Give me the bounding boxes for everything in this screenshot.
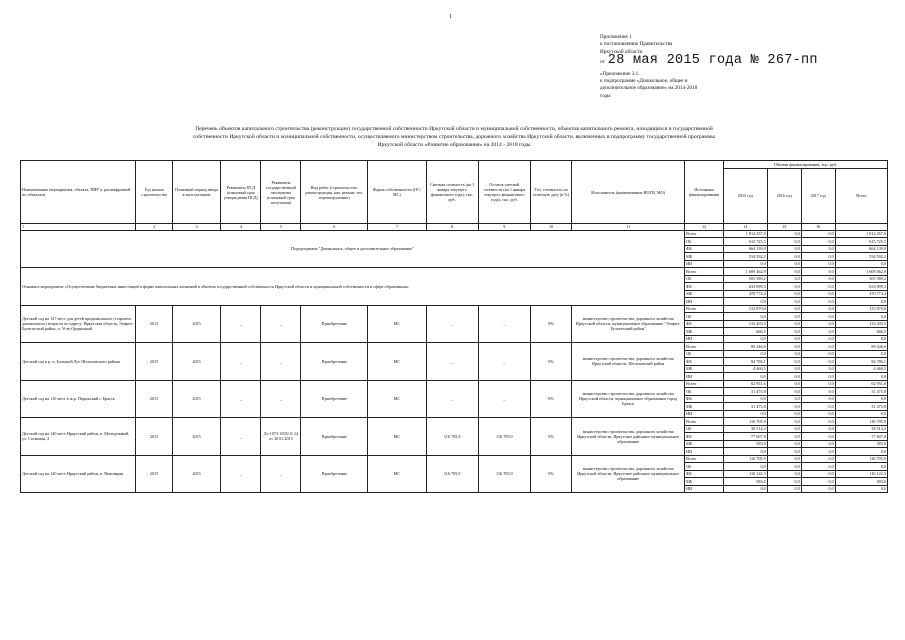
- value-cell: 0,0: [835, 335, 887, 343]
- expertise-cell: _: [261, 380, 301, 418]
- start-year: 2015: [136, 343, 172, 381]
- value-cell: 0,0: [767, 245, 801, 253]
- psd-cell: _: [221, 455, 261, 493]
- value-cell: 534 592,2: [835, 253, 887, 261]
- value-cell: 0,0: [723, 313, 767, 321]
- main-event-row: [21, 268, 888, 276]
- approval-line: к постановлению Правительства: [600, 41, 673, 48]
- value-cell: 0,0: [801, 305, 835, 313]
- object-name: Детский сад на 147 мест для детей предшкольного (старшего дошкольного) возраста по адресу: Иркутская область, Эхирит-Булагатский район, п. Усть-Ордынский: [21, 305, 136, 343]
- column-number: 8: [426, 224, 478, 231]
- work-type: Приобретение: [301, 305, 368, 343]
- value-cell: 0,0: [801, 238, 835, 246]
- column-number: 6: [301, 224, 368, 231]
- value-cell: 0,0: [767, 388, 801, 396]
- value-cell: 0,0: [801, 245, 835, 253]
- value-cell: 0,0: [723, 335, 767, 343]
- source-cell: ФБ: [685, 433, 724, 441]
- source-cell: МБ: [685, 440, 724, 448]
- value-cell: 0,0: [835, 410, 887, 418]
- source-cell: ОБ: [685, 388, 724, 396]
- header-2015: 2015 год: [723, 168, 767, 224]
- source-cell: ФБ: [685, 283, 724, 291]
- value-cell: 0,0: [767, 395, 801, 403]
- value-cell: 0,0: [835, 313, 887, 321]
- executor: министерство строительства, дорожного хозяйства Иркутской области, Иркутское районное муниципальное образование: [572, 455, 685, 493]
- value-cell: 133 203,5: [835, 320, 887, 328]
- object-name: Детский сад на 140 мест Иркутский район, п. Пивоварка: [21, 455, 136, 493]
- value-cell: 84 786,1: [835, 358, 887, 366]
- value-cell: 0,0: [767, 470, 801, 478]
- value-cell: 0,0: [767, 418, 801, 426]
- value-cell: 1 814 457,6: [835, 230, 887, 238]
- value-cell: 0,0: [835, 260, 887, 268]
- value-cell: 0,0: [801, 335, 835, 343]
- table-row: [21, 305, 888, 313]
- value-cell: 116 705,9: [723, 418, 767, 426]
- value-cell: 0,0: [767, 260, 801, 268]
- plan-year: 2015: [172, 305, 221, 343]
- source-cell: МБ: [685, 478, 724, 486]
- value-cell: 77 607,8: [835, 433, 887, 441]
- source-cell: Всего: [685, 268, 724, 276]
- column-number: 11: [572, 224, 685, 231]
- value-cell: 0,0: [767, 485, 801, 493]
- object-name: Детский сад на 140 мест Иркутский район, п. Молодежный, ул. Сосновая, 2: [21, 418, 136, 456]
- value-cell: 0,0: [767, 275, 801, 283]
- value-cell: 0,0: [723, 485, 767, 493]
- ownership: МС: [368, 380, 426, 418]
- source-cell: ОБ: [685, 313, 724, 321]
- psd-cell: _: [221, 305, 261, 343]
- psd-cell: _: [221, 418, 261, 456]
- value-cell: 0,0: [801, 343, 835, 351]
- value-cell: 0,0: [801, 463, 835, 471]
- estimate: _: [426, 343, 478, 381]
- value-cell: 664 139,9: [835, 245, 887, 253]
- value-cell: 62 951,6: [723, 380, 767, 388]
- value-cell: 0,0: [723, 463, 767, 471]
- header-sources: Источники финансирования: [685, 161, 724, 224]
- table-row: [21, 455, 888, 463]
- value-cell: 0,0: [767, 455, 801, 463]
- value-cell: 31 475,8: [723, 403, 767, 411]
- start-year: 2015: [136, 418, 172, 456]
- value-cell: 0,0: [767, 403, 801, 411]
- source-cell: Всего: [685, 455, 724, 463]
- value-cell: 77 607,8: [723, 433, 767, 441]
- source-cell: ФБ: [685, 245, 724, 253]
- ownership: МС: [368, 455, 426, 493]
- plan-year: 2015: [172, 380, 221, 418]
- value-cell: 116 705,9: [835, 418, 887, 426]
- plan-year: 2015: [172, 455, 221, 493]
- source-cell: МБ: [685, 290, 724, 298]
- value-cell: 470 774,4: [723, 290, 767, 298]
- value-cell: 0,0: [723, 395, 767, 403]
- estimate: _: [426, 380, 478, 418]
- approval-block: [600, 34, 830, 100]
- start-year: 2015: [136, 455, 172, 493]
- value-cell: 0,0: [767, 335, 801, 343]
- value-cell: 4 460,5: [835, 365, 887, 373]
- value-cell: 0,0: [767, 298, 801, 306]
- approval-date-stamp: 28 мая 2015 года № 267-пп: [607, 52, 818, 68]
- column-number: 5: [261, 224, 301, 231]
- value-cell: 0,0: [801, 388, 835, 396]
- value-cell: 0,0: [801, 380, 835, 388]
- column-number: 12: [685, 224, 724, 231]
- value-cell: 4 460,5: [723, 365, 767, 373]
- source-cell: ОБ: [685, 463, 724, 471]
- source-cell: ИИ: [685, 298, 724, 306]
- value-cell: 84 786,1: [723, 358, 767, 366]
- value-cell: 0,0: [801, 410, 835, 418]
- source-cell: ОБ: [685, 425, 724, 433]
- value-cell: 0,0: [801, 358, 835, 366]
- value-cell: 1 609 462,9: [723, 268, 767, 276]
- value-cell: 1 814 457,6: [723, 230, 767, 238]
- expertise-cell: _: [261, 455, 301, 493]
- column-number: 1: [21, 224, 136, 231]
- approval-line: к подпрограмме «Дошкольное, общее и: [600, 78, 688, 85]
- table-row: [21, 380, 888, 388]
- source-cell: Всего: [685, 230, 724, 238]
- executor: министерство строительства, дорожного хозяйства Иркутской области, Шелеховский район: [572, 343, 685, 381]
- approval-line: дополнительное образование» на 2014-2018: [600, 85, 698, 92]
- header-executor: Исполнитель (наименование ИОГВ, МО): [572, 161, 685, 224]
- table-row: [21, 343, 888, 351]
- approval-line: годы: [600, 92, 611, 99]
- value-cell: 116 705,9: [835, 455, 887, 463]
- column-number: 16: [801, 224, 835, 231]
- main-event-label: Основное мероприятие «Осуществление бюджетных инвестиций в форме капитальных вложений в объекты государственной собственности Иркутской области и муниципальной собственности в сфере образования»: [21, 268, 685, 306]
- value-cell: 31 475,8: [835, 403, 887, 411]
- column-number: 4: [221, 224, 261, 231]
- value-cell: 89 246,6: [723, 343, 767, 351]
- value-cell: 133 870,0: [835, 305, 887, 313]
- column-number: 10: [530, 224, 571, 231]
- value-cell: 0,0: [801, 298, 835, 306]
- header-name: Наименование мероприятия, объекта, ПИР (с расшифровкой по объектам): [21, 161, 136, 224]
- value-cell: 0,0: [801, 373, 835, 381]
- object-name: Детский сад на 110 мест в ж.р. Порожский г. Братск: [21, 380, 136, 418]
- value-cell: 0,0: [767, 365, 801, 373]
- value-cell: 0,0: [767, 410, 801, 418]
- work-type: Приобретение: [301, 418, 368, 456]
- title-line: Иркутской области «Развитие образования» на 2014 - 2018 годы: [377, 141, 531, 148]
- subprogram-label: Подпрограмма "Дошкольное, общее и дополнительное образование": [21, 230, 685, 268]
- value-cell: 0,0: [767, 350, 801, 358]
- table-row: [21, 418, 888, 426]
- expertise-cell: _: [261, 343, 301, 381]
- object-name: Детский сад в р. п. Большой Луг Шелеховского района: [21, 343, 136, 381]
- header-start-year: Год начала строительства: [136, 161, 172, 224]
- source-cell: ФБ: [685, 358, 724, 366]
- value-cell: 0,0: [767, 343, 801, 351]
- value-cell: 0,0: [835, 373, 887, 381]
- source-cell: ФБ: [685, 395, 724, 403]
- source-cell: ИИ: [685, 260, 724, 268]
- approval-date-line: [600, 52, 830, 71]
- source-cell: ОБ: [685, 275, 724, 283]
- expertise-cell: _: [261, 305, 301, 343]
- value-cell: 0,0: [801, 290, 835, 298]
- source-cell: ОБ: [685, 350, 724, 358]
- value-cell: 583,6: [723, 478, 767, 486]
- source-cell: ФБ: [685, 320, 724, 328]
- header-expertise: Реквизиты государственной экспертизы (плановый срок получения): [261, 161, 301, 224]
- value-cell: 0,0: [767, 440, 801, 448]
- value-cell: 0,0: [801, 230, 835, 238]
- source-cell: Всего: [685, 343, 724, 351]
- source-cell: МБ: [685, 365, 724, 373]
- header-work-type: Вид работ (строительство, реконструкция, кап. ремонт, тех. перевооружение): [301, 161, 368, 224]
- value-cell: 0,0: [801, 425, 835, 433]
- value-cell: 0,0: [767, 328, 801, 336]
- source-cell: ИИ: [685, 448, 724, 456]
- page-number: 1: [449, 14, 452, 20]
- objects-table: [20, 160, 888, 493]
- readiness: 0%: [530, 343, 571, 381]
- value-cell: 615 725,5: [835, 238, 887, 246]
- work-type: Приобретение: [301, 380, 368, 418]
- value-cell: 666,5: [723, 328, 767, 336]
- value-cell: 0,0: [767, 305, 801, 313]
- value-cell: 0,0: [801, 395, 835, 403]
- value-cell: 38 514,3: [835, 425, 887, 433]
- work-type: Приобретение: [301, 455, 368, 493]
- value-cell: 0,0: [835, 448, 887, 456]
- header-plan-year: Плановый период ввода в эксплуатацию: [172, 161, 221, 224]
- value-cell: 116 122,3: [835, 470, 887, 478]
- value-cell: 0,0: [801, 350, 835, 358]
- remaining: _: [478, 343, 530, 381]
- value-cell: 0,0: [767, 380, 801, 388]
- expertise-cell: Дз-1073-1835/11.14 от 30.01.2015: [261, 418, 301, 456]
- header-readiness: Тех. готовность на отчетную дату (в %): [530, 161, 571, 224]
- value-cell: 0,0: [723, 448, 767, 456]
- value-cell: 89 246,6: [835, 343, 887, 351]
- value-cell: 0,0: [767, 433, 801, 441]
- value-cell: 0,0: [723, 260, 767, 268]
- value-cell: 0,0: [767, 320, 801, 328]
- value-cell: 0,0: [801, 328, 835, 336]
- value-cell: 0,0: [801, 455, 835, 463]
- work-type: Приобретение: [301, 343, 368, 381]
- approval-line: «Приложение 3.1.: [600, 70, 640, 77]
- approval-line: Приложение 1: [600, 34, 632, 40]
- value-cell: 38 514,3: [723, 425, 767, 433]
- value-cell: 0,0: [801, 403, 835, 411]
- value-cell: 62 951,6: [835, 380, 887, 388]
- value-cell: 0,0: [767, 290, 801, 298]
- estimate: 116 705,9: [426, 418, 478, 456]
- plan-year: 2015: [172, 343, 221, 381]
- readiness: 0%: [530, 455, 571, 493]
- value-cell: 534 592,2: [723, 253, 767, 261]
- value-cell: 0,0: [767, 230, 801, 238]
- value-cell: 0,0: [801, 440, 835, 448]
- value-cell: 505 589,2: [723, 275, 767, 283]
- plan-year: 2015: [172, 418, 221, 456]
- header-psd: Реквизиты ПСД (плановый срок утверждения ПСД): [221, 161, 261, 224]
- value-cell: 0,0: [801, 478, 835, 486]
- estimate: _: [426, 305, 478, 343]
- executor: министерство строительства, дорожного хозяйства Иркутской области, муниципальное образование "Эхирит-Булагатский район": [572, 305, 685, 343]
- value-cell: 0,0: [801, 448, 835, 456]
- remaining: 116 705,9: [478, 418, 530, 456]
- value-cell: 615 725,5: [723, 238, 767, 246]
- value-cell: 0,0: [835, 298, 887, 306]
- value-cell: 470 774,4: [835, 290, 887, 298]
- document-title: [20, 126, 888, 149]
- date-prefix: от: [600, 58, 605, 65]
- value-cell: 0,0: [723, 350, 767, 358]
- value-cell: 31 475,8: [835, 388, 887, 396]
- value-cell: 0,0: [723, 373, 767, 381]
- ownership: МС: [368, 343, 426, 381]
- header-ownership: Форма собственности (ОС/МС): [368, 161, 426, 224]
- header-estimate: Сметная стоимость (на 1 января текущего финансового года), тыс. руб.: [426, 161, 478, 224]
- value-cell: 0,0: [767, 478, 801, 486]
- source-cell: МБ: [685, 253, 724, 261]
- source-cell: Всего: [685, 418, 724, 426]
- value-cell: 0,0: [723, 410, 767, 418]
- value-cell: 633 099,3: [835, 283, 887, 291]
- value-cell: 0,0: [767, 238, 801, 246]
- value-cell: 133 870,0: [723, 305, 767, 313]
- value-cell: 0,0: [801, 283, 835, 291]
- column-number: 15: [767, 224, 801, 231]
- start-year: 2013: [136, 305, 172, 343]
- psd-cell: _: [221, 343, 261, 381]
- value-cell: 0,0: [767, 463, 801, 471]
- value-cell: 0,0: [835, 463, 887, 471]
- subprogram-row: [21, 230, 888, 238]
- column-number: 14: [723, 224, 767, 231]
- value-cell: 0,0: [767, 448, 801, 456]
- value-cell: 0,0: [835, 395, 887, 403]
- readiness: 0%: [530, 380, 571, 418]
- value-cell: 0,0: [801, 365, 835, 373]
- column-number: 9: [478, 224, 530, 231]
- value-cell: 664 139,9: [723, 245, 767, 253]
- readiness: 0%: [530, 418, 571, 456]
- value-cell: 0,0: [801, 313, 835, 321]
- value-cell: 0,0: [767, 268, 801, 276]
- value-cell: 0,0: [767, 253, 801, 261]
- value-cell: 0,0: [801, 260, 835, 268]
- header-remaining: Остаток сметной стоимости (на 1 января текущего финансового года), тыс. руб.: [478, 161, 530, 224]
- value-cell: 0,0: [801, 470, 835, 478]
- estimate: 116 705,9: [426, 455, 478, 493]
- source-cell: ИИ: [685, 485, 724, 493]
- source-cell: Всего: [685, 380, 724, 388]
- value-cell: 0,0: [835, 350, 887, 358]
- value-cell: 1 609 462,9: [835, 268, 887, 276]
- ownership: МС: [368, 305, 426, 343]
- remaining: _: [478, 380, 530, 418]
- readiness: 0%: [530, 305, 571, 343]
- source-cell: ОБ: [685, 238, 724, 246]
- value-cell: 0,0: [801, 253, 835, 261]
- value-cell: 0,0: [767, 313, 801, 321]
- value-cell: 0,0: [723, 298, 767, 306]
- column-number: 7: [368, 224, 426, 231]
- value-cell: 583,6: [835, 478, 887, 486]
- source-cell: МБ: [685, 328, 724, 336]
- ownership: МС: [368, 418, 426, 456]
- approval-line: Иркутской области: [600, 48, 643, 55]
- source-cell: МБ: [685, 403, 724, 411]
- value-cell: 0,0: [767, 425, 801, 433]
- value-cell: 0,0: [767, 283, 801, 291]
- value-cell: 31 475,8: [723, 388, 767, 396]
- value-cell: 633 099,3: [723, 283, 767, 291]
- source-cell: ИИ: [685, 410, 724, 418]
- source-cell: Всего: [685, 305, 724, 313]
- value-cell: 0,0: [801, 485, 835, 493]
- value-cell: 0,0: [801, 275, 835, 283]
- value-cell: 666,5: [835, 328, 887, 336]
- remaining: 116 705,9: [478, 455, 530, 493]
- value-cell: 0,0: [801, 320, 835, 328]
- column-number: 2: [136, 224, 172, 231]
- value-cell: 0,0: [835, 485, 887, 493]
- header-2016: 2016 год: [767, 168, 801, 224]
- value-cell: 116 705,9: [723, 455, 767, 463]
- header-2017: 2017 год: [801, 168, 835, 224]
- source-cell: ФБ: [685, 470, 724, 478]
- value-cell: 0,0: [801, 418, 835, 426]
- source-cell: ИИ: [685, 373, 724, 381]
- value-cell: 583,8: [723, 440, 767, 448]
- value-cell: 583,8: [835, 440, 887, 448]
- start-year: 2015: [136, 380, 172, 418]
- value-cell: 116 122,3: [723, 470, 767, 478]
- psd-cell: _: [221, 380, 261, 418]
- value-cell: 505 589,2: [835, 275, 887, 283]
- executor: министерство строительства, дорожного хозяйства Иркутской области, муниципальное образование город Братск: [572, 380, 685, 418]
- value-cell: 0,0: [801, 433, 835, 441]
- column-number: 3: [172, 224, 221, 231]
- value-cell: 133 203,5: [723, 320, 767, 328]
- value-cell: 0,0: [767, 358, 801, 366]
- title-line: Перечень объектов капитального строительства (реконструкции) государственной собственности Иркутской области и муниципальной собственности, объектов капитального ремонта, находящихся в государственной: [195, 126, 713, 132]
- source-cell: ИИ: [685, 335, 724, 343]
- value-cell: 0,0: [801, 268, 835, 276]
- header-funding-group: Объемы финансирования, тыс. руб.: [723, 161, 887, 169]
- title-line: собственности Иркутской области и муниципальной собственности, осуществляемого министерством строительства, дорожного хозяйства Иркутской области, включенных в подпрограмму государственной программы: [192, 133, 716, 140]
- executor: министерство строительства, дорожного хозяйства Иркутской области, Иркутское районное муниципальное образование: [572, 418, 685, 456]
- header-total: Всего: [835, 168, 887, 224]
- remaining: _: [478, 305, 530, 343]
- value-cell: 0,0: [767, 373, 801, 381]
